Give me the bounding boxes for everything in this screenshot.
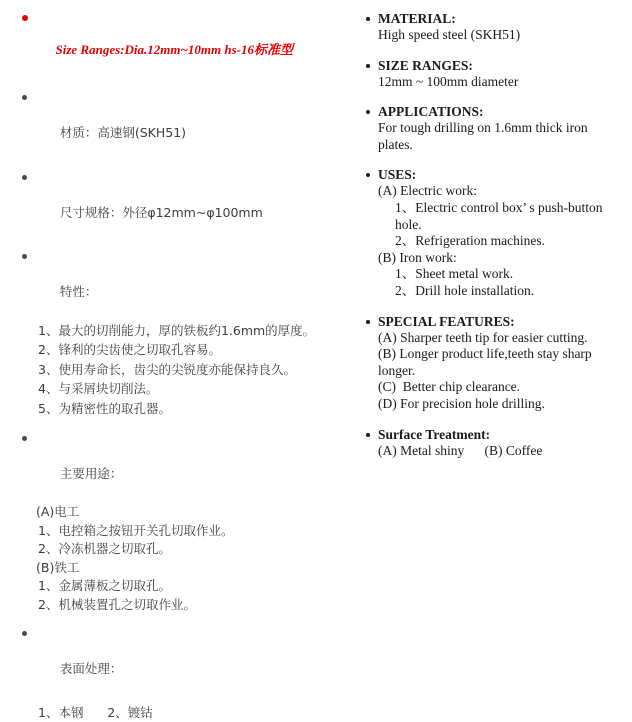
right-column-english: [366, 10, 622, 472]
uses-group-label: (A) Electric work:: [378, 183, 477, 199]
special-feature-item: (C) Better chip clearance.: [378, 379, 521, 395]
size-spec-line-cn: [22, 168, 332, 240]
material-section: [366, 10, 622, 44]
material-heading-line: [366, 10, 622, 27]
size-ranges-section: [366, 57, 622, 91]
uses-item: 2、冷冻机器之切取孔。: [38, 541, 171, 557]
size-spec-text-cn: 尺寸规格：外径φ12mm~φ100mm: [59, 205, 263, 220]
features-heading-cn: [22, 247, 332, 319]
feature-item: 5、为精密性的取孔器。: [38, 400, 171, 416]
surface-heading-cn: [22, 624, 332, 696]
surface-treatment-heading: Surface Treatment:: [378, 426, 491, 442]
bullet-icon: [366, 320, 370, 324]
uses-item: 1、Sheet metal work.: [395, 266, 514, 282]
material-line-cn: [22, 88, 332, 160]
special-feature-item: (D) For precision hole drilling.: [378, 395, 545, 411]
special-features-heading-line: [366, 313, 622, 330]
bullet-icon: [366, 64, 370, 68]
uses-group-label: (A)电工: [36, 504, 80, 520]
bullet-icon: [22, 436, 27, 441]
feature-item: 1、最大的切削能力，厚的铁板约1.6mm的厚度。: [38, 323, 316, 338]
size-ranges-title: Size Ranges:Dia.12mm~10mm hs-16标准型: [55, 42, 293, 57]
size-ranges-heading-line: [366, 57, 622, 74]
surface-treatment-value: (A) Metal shiny (B) Coffee: [378, 442, 543, 458]
size-ranges-value: 12mm ~ 100mm diameter: [378, 73, 519, 89]
bullet-icon: [366, 110, 370, 114]
left-column-chinese: [22, 10, 332, 722]
size-ranges-heading: SIZE RANGES:: [378, 57, 473, 73]
uses-heading-text-cn: 主要用途：: [59, 466, 123, 482]
applications-heading-line: [366, 103, 622, 120]
uses-heading-line: [366, 166, 622, 183]
uses-item: 1、Electric control box’ s push-button hole.: [395, 199, 606, 232]
bullet-icon: [366, 17, 370, 21]
material-text-cn: 材质：高速钢(SKH51): [59, 125, 187, 140]
uses-section: [366, 166, 622, 299]
bullet-icon: [22, 95, 27, 100]
uses-item: 2、机械装置孔之切取作业。: [38, 597, 196, 612]
bullet-icon: [22, 254, 27, 259]
feature-item: 3、使用寿命长，齿尖的尖锐度亦能保持良久。: [38, 361, 296, 377]
uses-group-label: (B) Iron work:: [378, 249, 457, 265]
surface-treatment-section: [366, 426, 622, 460]
bullet-icon: [366, 173, 370, 177]
uses-heading: USES:: [378, 167, 417, 183]
surface-options-cn: 1、本钢 2、镀钴: [38, 704, 153, 720]
feature-item: 2、锋利的尖齿使之切取孔容易。: [38, 342, 221, 358]
surface-treatment-heading-line: [366, 426, 622, 443]
feature-item: 4、与采屑块切削法。: [38, 381, 159, 397]
uses-item: 1、电控箱之按钮开关孔切取作业。: [38, 522, 234, 538]
uses-group-label: (B)铁工: [36, 559, 80, 575]
applications-value: For tough drilling on 1.6mm thick iron plates.: [378, 120, 591, 152]
bullet-icon: [22, 175, 27, 180]
uses-item: 2、Refrigeration machines.: [395, 233, 545, 249]
applications-heading: APPLICATIONS:: [378, 104, 484, 120]
special-feature-item: (B) Longer product life,teeth stay sharp longer.: [378, 346, 596, 378]
uses-item: 2、Drill hole installation.: [395, 282, 535, 298]
special-features-heading: SPECIAL FEATURES:: [378, 313, 515, 329]
surface-heading-text-cn: 表面处理：: [59, 660, 123, 676]
uses-heading-cn: [22, 429, 332, 501]
material-value: High speed steel (SKH51): [378, 27, 521, 42]
uses-item: 1、金属薄板之切取孔。: [38, 578, 171, 594]
size-ranges-title-line: [22, 10, 332, 74]
applications-section: [366, 103, 622, 153]
features-heading-text-cn: 特性：: [59, 284, 98, 299]
bullet-icon: [22, 631, 27, 636]
material-heading: MATERIAL:: [378, 11, 456, 26]
bullet-icon: [366, 433, 370, 437]
red-bullet-icon: [22, 15, 28, 21]
special-feature-item: (A) Sharper teeth tip for easier cutting.: [378, 329, 588, 345]
special-features-section: [366, 313, 622, 413]
